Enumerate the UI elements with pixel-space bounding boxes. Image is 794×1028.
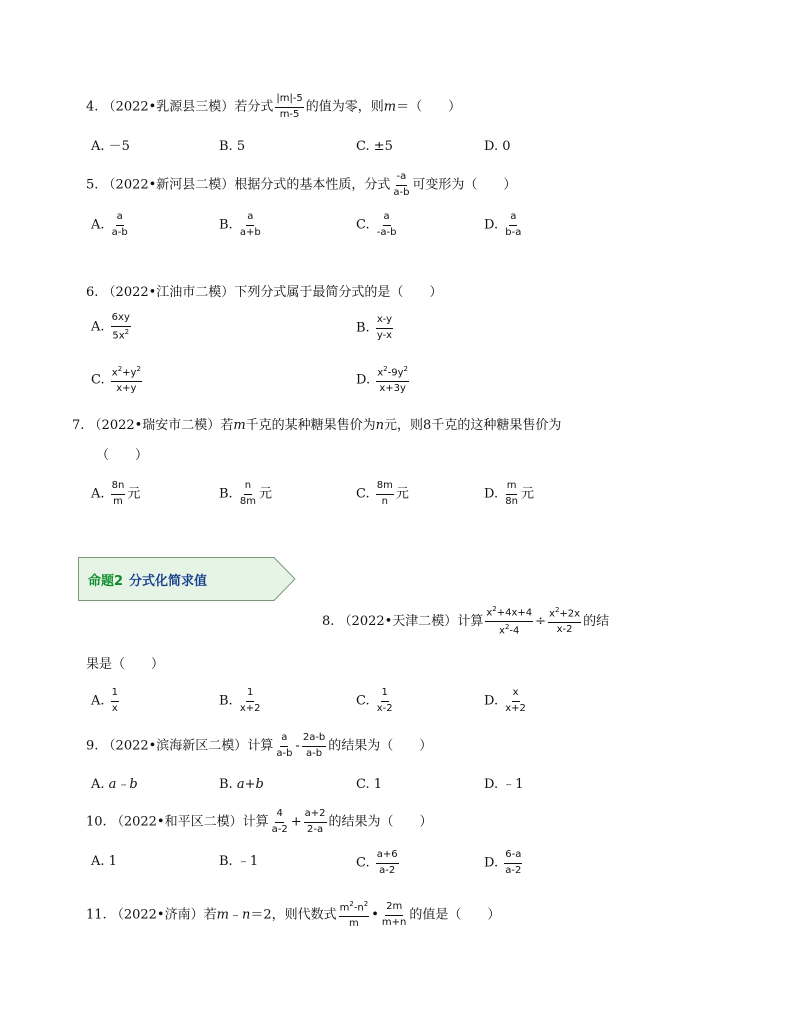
question-number: 10. [86, 814, 107, 830]
fraction: $\frac{2a-b}{a-b}$ [302, 732, 326, 759]
question-text: 可变形为（ ） [412, 177, 517, 193]
option-d[interactable]: D. $\frac{x}{x+2}$ [484, 687, 526, 714]
option-d[interactable]: D. $\frac{6-a}{a-2}$ [484, 849, 522, 876]
option-c[interactable]: C. $\frac{x^2+y^2}{x+y}$ [91, 365, 141, 394]
question-number: 5. [86, 177, 99, 193]
banner-title-text: 分式化简求值 [129, 574, 208, 589]
fraction: $\frac{|m|-5}{m-5}$ [276, 93, 303, 120]
question-text: 的值为零，则 [305, 99, 384, 115]
option-b[interactable]: B. ﹣1 [219, 854, 259, 869]
option-c[interactable]: C. 1 [356, 777, 383, 792]
option-d[interactable]: D. $\frac{x^2-9y^2}{x+3y}$ [356, 365, 408, 394]
option-d[interactable]: D. $\frac{a}{b-a}$ [484, 211, 522, 238]
option-b[interactable]: B. $\frac{x-y}{y-x}$ [356, 314, 393, 341]
question-11: 11. （2022•济南）若m﹣n＝2，则代数式 $\frac{m^2-n^2}{m}$ • $\frac{2m}{m+n}$ 的值是（ ） [86, 900, 501, 929]
banner-prefix: 命题2 [88, 574, 124, 589]
question-number: 8. [322, 613, 335, 629]
question-text: 根据分式的基本性质，分式 [234, 177, 391, 193]
question-7-paren: （ ） [96, 448, 149, 463]
option-a[interactable]: A. $\frac{1}{x}$ [91, 687, 119, 714]
option-c[interactable]: C. ±5 [356, 139, 393, 154]
question-number: 11. [86, 907, 107, 923]
option-d[interactable]: D. $\frac{m}{8n}$ 元 [484, 480, 534, 507]
question-source: （2022•滨海新区二模） [102, 738, 248, 754]
question-text: ＝（ ） [396, 99, 462, 115]
question-number: 6. [86, 285, 99, 300]
fraction: $\frac{x^2+4x+4}{x^2-4}$ [486, 605, 533, 637]
option-c[interactable]: C. $\frac{1}{x-2}$ [356, 687, 393, 714]
option-a[interactable]: A. $\frac{a}{a-b}$ [91, 211, 128, 238]
question-5 [86, 172, 516, 198]
question-source: （2022•和平区二模） [110, 814, 243, 830]
option-a[interactable]: A. $\frac{8n}{m}$ 元 [91, 480, 141, 507]
option-b[interactable]: B. $\frac{1}{x+2}$ [219, 687, 261, 714]
question-4 [86, 94, 461, 120]
question-number: 7. [72, 418, 85, 433]
question-6 [86, 286, 442, 299]
fraction: $\frac{x^2+2x}{x-2}$ [549, 606, 581, 635]
option-b[interactable]: B. a+b [219, 777, 264, 792]
question-source: （2022•瑞安市二模） [88, 418, 221, 433]
option-c[interactable]: C. $\frac{a+6}{a-2}$ [356, 849, 398, 876]
question-text: 下列分式属于最简分式的是（ ） [234, 285, 443, 300]
option-a[interactable]: A. －5 [91, 139, 130, 154]
option-d[interactable]: D. 0 [484, 139, 511, 154]
option-d[interactable]: D. ﹣1 [484, 777, 524, 792]
fraction: $\frac{-a}{a-b}$ [393, 171, 410, 198]
option-b[interactable]: B. $\frac{a}{a+b}$ [219, 211, 261, 238]
option-a[interactable]: A. a﹣b [91, 777, 138, 792]
option-b[interactable]: B. 5 [219, 139, 246, 154]
question-9: 9. （2022•滨海新区二模）计算 $\frac{a}{a-b}$ - $\frac{2a-b}{a-b}$ 的结果为（ ） [86, 732, 433, 759]
question-source: （2022•乳源县三模） [102, 99, 235, 115]
fraction: $\frac{4}{a-2}$ [271, 808, 288, 835]
question-text: 若分式 [234, 99, 274, 115]
question-number: 4. [86, 99, 99, 115]
question-8: 8. （2022•天津二模）计算 $\frac{x^2+4x+4}{x^2-4}$ ÷ $\frac{x^2+2x}{x-2}$ 的结 [322, 605, 610, 637]
option-b[interactable]: B. $\frac{n}{8m}$ 元 [219, 480, 272, 507]
question-7: 7. （2022•瑞安市二模）若m千克的某种糖果售价为n元，则8千克的这种糖果售价为 [72, 418, 562, 433]
question-source: （2022•江油市二模） [102, 285, 235, 300]
option-a[interactable]: A. 1 [91, 854, 117, 869]
question-source: （2022•济南） [110, 907, 204, 923]
fraction: $\frac{a+2}{2-a}$ [304, 808, 326, 835]
question-source: （2022•新河县二模） [102, 177, 235, 193]
fraction: $\frac{m^2-n^2}{m}$ [339, 900, 369, 929]
question-source: （2022•天津二模） [338, 613, 458, 629]
section-banner [78, 557, 296, 601]
option-a[interactable]: A. $\frac{6xy}{5x^2}$ [91, 312, 130, 341]
question-8-cont: 果是（ ） [86, 657, 165, 672]
banner-title [88, 570, 207, 589]
question-number: 9. [86, 738, 99, 754]
variable: m [383, 99, 397, 115]
question-10: 10. （2022•和平区二模）计算 $\frac{4}{a-2}$ + $\frac{a+2}{2-a}$ 的结果为（ ） [86, 808, 433, 835]
fraction: $\frac{a}{a-b}$ [276, 732, 293, 759]
option-c[interactable]: C. $\frac{a}{-a-b}$ [356, 211, 397, 238]
option-c[interactable]: C. $\frac{8m}{n}$ 元 [356, 480, 409, 507]
fraction: $\frac{2m}{m+n}$ [381, 901, 407, 928]
